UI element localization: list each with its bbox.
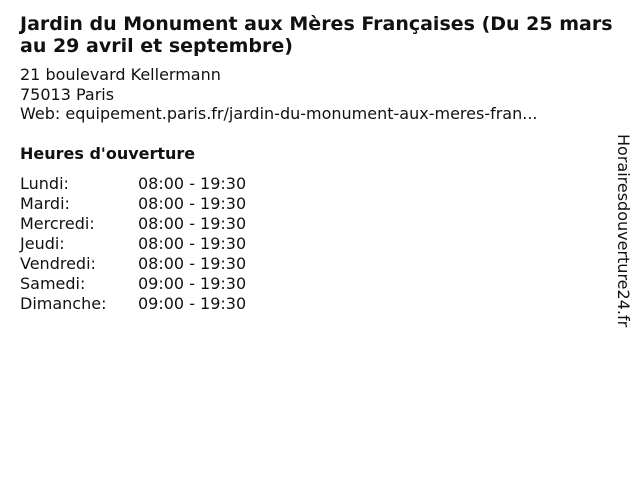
hours-row-tuesday [20, 194, 246, 214]
day-label: Mardi: [20, 194, 70, 213]
day-label: Samedi: [20, 274, 86, 293]
address-street: 21 boulevard Kellermann [20, 65, 221, 84]
opening-hours-table [20, 174, 246, 314]
site-brand-watermark: Horairesdouverture24.fr [614, 134, 633, 328]
address-city: 75013 Paris [20, 84, 115, 104]
opening-hours-heading: Heures d'ouverture [20, 144, 196, 163]
day-label: Lundi: [20, 174, 69, 193]
time-range: 08:00 - 19:30 [138, 174, 247, 193]
day-label: Mercredi: [20, 214, 95, 233]
hours-row-monday [20, 174, 246, 194]
website-link[interactable]: Web: equipement.paris.fr/jardin-du-monument-aux-meres-fran... [20, 104, 538, 123]
hours-row-thursday [20, 234, 246, 254]
day-label: Dimanche: [20, 294, 107, 313]
hours-row-sunday [20, 294, 246, 314]
hours-row-wednesday [20, 214, 246, 234]
time-range: 09:00 - 19:30 [138, 274, 247, 293]
address-block [20, 65, 538, 124]
time-range: 08:00 - 19:30 [138, 234, 247, 253]
time-range: 09:00 - 19:30 [138, 294, 247, 313]
time-range: 08:00 - 19:30 [138, 254, 247, 273]
time-range: 08:00 - 19:30 [138, 194, 247, 213]
time-range: 08:00 - 19:30 [138, 214, 247, 233]
hours-row-saturday [20, 274, 246, 294]
day-label: Vendredi: [20, 254, 96, 273]
day-label: Jeudi: [20, 234, 65, 253]
hours-row-friday [20, 254, 246, 274]
place-title: Jardin du Monument aux Mères Françaises (Du 25 mars au 29 avril et septembre) [20, 13, 613, 57]
